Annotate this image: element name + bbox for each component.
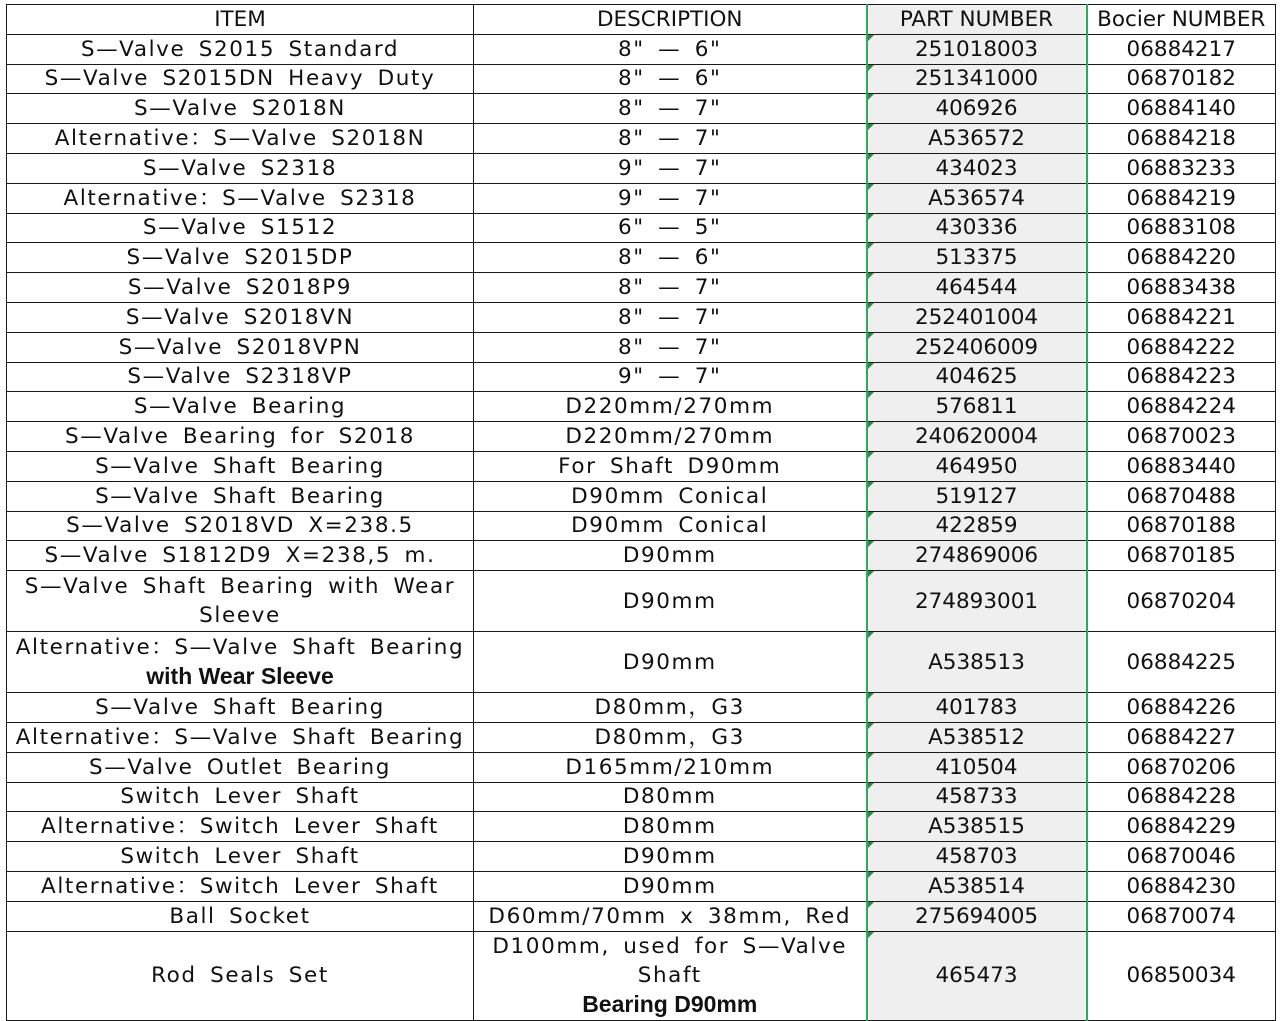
part-number-text: 275694005 — [914, 903, 1039, 929]
item-text-bold: with Wear Sleeve — [146, 662, 334, 689]
bocier-number-text: 06884229 — [1126, 814, 1236, 840]
cell-item[interactable] — [7, 693, 474, 723]
cell-item[interactable] — [7, 302, 474, 332]
table-row — [7, 901, 1276, 931]
bocier-number-text: 06884140 — [1126, 96, 1236, 122]
cell-bocier-number[interactable] — [1087, 362, 1276, 392]
cell-part-number[interactable] — [867, 481, 1087, 511]
description-text: D220mm/270mm — [565, 424, 775, 450]
cell-bocier-number[interactable] — [1087, 632, 1276, 693]
cell-description[interactable] — [474, 124, 867, 154]
cell-bocier-number[interactable] — [1087, 782, 1276, 812]
cell-description[interactable] — [474, 632, 867, 693]
part-number-text: 458733 — [935, 784, 1018, 810]
item-text: Alternative：S—Valve Shaft Bearing — [15, 634, 465, 660]
cell-item[interactable] — [7, 931, 474, 1020]
cell-item[interactable] — [7, 901, 474, 931]
cell-part-number[interactable] — [867, 571, 1087, 632]
cell-bocier-number[interactable] — [1087, 752, 1276, 782]
cell-description[interactable] — [474, 722, 867, 752]
part-number-text: A536572 — [928, 126, 1025, 152]
cell-description[interactable] — [474, 451, 867, 481]
part-number-text: 434023 — [935, 155, 1018, 181]
description-text: D90mm — [622, 588, 717, 614]
table-row — [7, 362, 1276, 392]
cell-part-number[interactable] — [867, 94, 1087, 124]
item-text: S—Valve Shaft Bearing — [95, 453, 385, 479]
item-text: S—Valve S2018P9 — [127, 275, 353, 301]
bocier-number-text: 06870074 — [1126, 903, 1236, 929]
cell-part-number[interactable] — [867, 752, 1087, 782]
description-text: D90mm Conical — [571, 513, 769, 539]
description-text: 8" — 7" — [617, 275, 722, 301]
cell-part-number[interactable] — [867, 632, 1087, 693]
cell-item[interactable] — [7, 481, 474, 511]
cell-bocier-number[interactable] — [1087, 273, 1276, 303]
cell-part-number[interactable] — [867, 362, 1087, 392]
item-text: S—Valve S2018VD X=238.5 — [66, 513, 414, 539]
cell-bocier-number[interactable] — [1087, 34, 1276, 64]
cell-description[interactable] — [474, 752, 867, 782]
part-number-text: 430336 — [935, 215, 1018, 241]
cell-bocier-number[interactable] — [1087, 541, 1276, 571]
cell-description[interactable] — [474, 302, 867, 332]
bocier-number-text: 06883438 — [1126, 275, 1236, 301]
cell-item[interactable] — [7, 183, 474, 213]
item-text: S—Valve S2318VP — [127, 364, 353, 390]
cell-item[interactable] — [7, 722, 474, 752]
cell-item[interactable] — [7, 124, 474, 154]
cell-part-number[interactable] — [867, 273, 1087, 303]
cell-part-number[interactable] — [867, 422, 1087, 452]
cell-part-number[interactable] — [867, 64, 1087, 94]
cell-description[interactable] — [474, 392, 867, 422]
cell-bocier-number[interactable] — [1087, 94, 1276, 124]
header-description[interactable]: DESCRIPTION — [474, 5, 867, 35]
part-number-text: 252401004 — [914, 304, 1039, 330]
description-text: 9" — 7" — [617, 185, 722, 211]
description-text: 8" — 7" — [617, 304, 722, 330]
header-item[interactable]: ITEM — [7, 5, 474, 35]
cell-item[interactable] — [7, 34, 474, 64]
part-number-text: 240620004 — [914, 424, 1039, 450]
cell-item[interactable] — [7, 94, 474, 124]
cell-part-number[interactable] — [867, 901, 1087, 931]
bocier-number-text: 06870188 — [1126, 513, 1236, 539]
table-row — [7, 541, 1276, 571]
header-bocier-number[interactable]: Bocier NUMBER — [1087, 5, 1276, 35]
item-text: S—Valve Bearing — [133, 394, 347, 420]
part-number-text: 464544 — [935, 275, 1018, 301]
cell-bocier-number[interactable] — [1087, 842, 1276, 872]
bocier-number-text: 06884223 — [1126, 364, 1236, 390]
cell-part-number[interactable] — [867, 332, 1087, 362]
cell-item[interactable] — [7, 243, 474, 273]
bocier-number-text: 06884224 — [1126, 394, 1236, 420]
part-number-text: 251018003 — [914, 36, 1039, 62]
part-number-text: 404625 — [935, 364, 1018, 390]
cell-description[interactable] — [474, 571, 867, 632]
cell-item[interactable] — [7, 422, 474, 452]
part-number-text: 458703 — [935, 844, 1018, 870]
cell-bocier-number[interactable] — [1087, 901, 1276, 931]
cell-description[interactable] — [474, 782, 867, 812]
cell-bocier-number[interactable] — [1087, 422, 1276, 452]
cell-bocier-number[interactable] — [1087, 812, 1276, 842]
cell-description[interactable] — [474, 541, 867, 571]
bocier-number-text: 06870206 — [1126, 754, 1236, 780]
cell-part-number[interactable] — [867, 511, 1087, 541]
cell-part-number[interactable] — [867, 124, 1087, 154]
cell-bocier-number[interactable] — [1087, 693, 1276, 723]
table-row — [7, 693, 1276, 723]
description-text: 8" — 7" — [617, 334, 722, 360]
description-text: 8" — 7" — [617, 96, 722, 122]
cell-description[interactable] — [474, 481, 867, 511]
cell-item[interactable] — [7, 812, 474, 842]
cell-description[interactable] — [474, 213, 867, 243]
cell-part-number[interactable] — [867, 693, 1087, 723]
item-text: S—Valve S2015 Standard — [80, 36, 400, 62]
bocier-number-text: 06884218 — [1126, 126, 1236, 152]
cell-part-number[interactable] — [867, 153, 1087, 183]
description-text: 8" — 6" — [617, 245, 722, 271]
part-number-text: A536574 — [928, 185, 1025, 211]
description-text: 8" — 7" — [617, 126, 722, 152]
header-row — [7, 5, 1276, 35]
part-number-text: 513375 — [935, 245, 1018, 271]
table-row — [7, 571, 1276, 632]
cell-description[interactable] — [474, 64, 867, 94]
part-number-text: 464950 — [935, 453, 1018, 479]
cell-description[interactable] — [474, 273, 867, 303]
cell-description[interactable] — [474, 693, 867, 723]
cell-part-number[interactable] — [867, 243, 1087, 273]
description-text: D90mm — [622, 873, 717, 899]
bocier-number-text: 06870204 — [1126, 588, 1236, 614]
cell-bocier-number[interactable] — [1087, 722, 1276, 752]
cell-item[interactable] — [7, 332, 474, 362]
bocier-number-text: 06884217 — [1126, 36, 1236, 62]
item-text: Alternative：Switch Lever Shaft — [41, 873, 439, 899]
table-row — [7, 752, 1276, 782]
cell-bocier-number[interactable] — [1087, 124, 1276, 154]
part-number-text: A538514 — [928, 873, 1025, 899]
cell-bocier-number[interactable] — [1087, 183, 1276, 213]
table-row — [7, 332, 1276, 362]
item-text: Switch Lever Shaft — [120, 844, 360, 870]
cell-description[interactable] — [474, 842, 867, 872]
description-text: D100mm, used for S—Valve Shaft — [492, 933, 848, 988]
table-row — [7, 871, 1276, 901]
part-number-text: A538512 — [928, 724, 1025, 750]
table-row — [7, 183, 1276, 213]
description-text: D80mm — [622, 814, 717, 840]
item-text: Alternative：S—Valve S2018N — [54, 126, 426, 152]
cell-description[interactable] — [474, 931, 867, 1020]
item-text: S—Valve S1812D9 X=238,5 m. — [44, 543, 436, 569]
bocier-number-text: 06883233 — [1126, 155, 1236, 181]
cell-part-number[interactable] — [867, 842, 1087, 872]
cell-bocier-number[interactable] — [1087, 64, 1276, 94]
cell-item[interactable] — [7, 842, 474, 872]
bocier-number-text: 06884230 — [1126, 873, 1236, 899]
parts-table — [6, 4, 1276, 1021]
cell-part-number[interactable] — [867, 812, 1087, 842]
bocier-number-text: 06870023 — [1126, 424, 1236, 450]
table-row — [7, 153, 1276, 183]
bocier-number-text: 06870185 — [1126, 543, 1236, 569]
cell-item[interactable] — [7, 153, 474, 183]
description-text: D90mm — [622, 543, 717, 569]
table-row — [7, 243, 1276, 273]
cell-bocier-number[interactable] — [1087, 511, 1276, 541]
part-number-text: 406926 — [935, 96, 1018, 122]
bocier-number-text: 06884222 — [1126, 334, 1236, 360]
item-text: S—Valve Shaft Bearing — [95, 695, 385, 721]
description-text: D90mm Conical — [571, 483, 769, 509]
bocier-number-text: 06884221 — [1126, 304, 1236, 330]
item-text: S—Valve Shaft Bearing — [95, 483, 385, 509]
table-row — [7, 302, 1276, 332]
table-row — [7, 481, 1276, 511]
item-text: S—Valve S2018N — [134, 96, 346, 122]
description-text: D60mm/70mm x 38mm, Red — [488, 903, 852, 929]
cell-description[interactable] — [474, 871, 867, 901]
part-number-text: 252406009 — [914, 334, 1039, 360]
part-number-text: A538513 — [928, 649, 1025, 675]
description-text: 9" — 7" — [617, 155, 722, 181]
description-text: For Shaft D90mm — [558, 453, 782, 479]
table-row — [7, 931, 1276, 1020]
cell-item[interactable] — [7, 571, 474, 632]
cell-bocier-number[interactable] — [1087, 571, 1276, 632]
cell-part-number[interactable] — [867, 34, 1087, 64]
part-number-text: 410504 — [935, 754, 1018, 780]
cell-bocier-number[interactable] — [1087, 481, 1276, 511]
cell-bocier-number[interactable] — [1087, 451, 1276, 481]
cell-bocier-number[interactable] — [1087, 332, 1276, 362]
cell-item[interactable] — [7, 213, 474, 243]
cell-bocier-number[interactable] — [1087, 871, 1276, 901]
cell-bocier-number[interactable] — [1087, 213, 1276, 243]
table-body — [7, 34, 1276, 1020]
cell-description[interactable] — [474, 153, 867, 183]
cell-bocier-number[interactable] — [1087, 302, 1276, 332]
cell-bocier-number[interactable] — [1087, 392, 1276, 422]
cell-part-number[interactable] — [867, 782, 1087, 812]
header-part-number[interactable]: PART NUMBER — [867, 5, 1087, 35]
cell-part-number[interactable] — [867, 302, 1087, 332]
bocier-number-text: 06884226 — [1126, 695, 1236, 721]
cell-item[interactable] — [7, 273, 474, 303]
cell-item[interactable] — [7, 64, 474, 94]
cell-description[interactable] — [474, 422, 867, 452]
description-text: D220mm/270mm — [565, 394, 775, 420]
bocier-number-text: 06883440 — [1126, 453, 1236, 479]
description-text: D90mm — [622, 844, 717, 870]
cell-item[interactable] — [7, 871, 474, 901]
item-text: S—Valve Bearing for S2018 — [65, 424, 415, 450]
cell-part-number[interactable] — [867, 931, 1087, 1020]
bocier-number-text: 06884220 — [1126, 245, 1236, 271]
cell-description[interactable] — [474, 183, 867, 213]
description-text: D80mm — [622, 784, 717, 810]
cell-part-number[interactable] — [867, 392, 1087, 422]
description-text: D80mm，G3 — [594, 695, 745, 721]
item-text: S—Valve S2018VPN — [118, 334, 362, 360]
item-text: S—Valve S2318 — [142, 155, 338, 181]
item-text: S—Valve S1512 — [142, 215, 338, 241]
item-text: S—Valve Shaft Bearing with Wear Sleeve — [24, 574, 456, 629]
bocier-number-text: 06870182 — [1126, 66, 1236, 92]
item-text: Ball Socket — [169, 903, 311, 929]
bocier-number-text: 06870046 — [1126, 844, 1236, 870]
cell-part-number[interactable] — [867, 541, 1087, 571]
description-text-bold: Bearing D90mm — [582, 990, 758, 1017]
bocier-number-text: 06884228 — [1126, 784, 1236, 810]
table-row — [7, 34, 1276, 64]
item-text: S—Valve S2018VN — [125, 304, 355, 330]
cell-item[interactable] — [7, 511, 474, 541]
table-row — [7, 842, 1276, 872]
description-text: 6" — 5" — [617, 215, 722, 241]
item-text: Alternative：S—Valve S2318 — [63, 185, 417, 211]
cell-item[interactable] — [7, 632, 474, 693]
part-number-text: 465473 — [935, 963, 1018, 989]
table-row — [7, 124, 1276, 154]
cell-item[interactable] — [7, 451, 474, 481]
part-number-text: 519127 — [935, 483, 1018, 509]
cell-bocier-number[interactable] — [1087, 243, 1276, 273]
bocier-number-text: 06884227 — [1126, 724, 1236, 750]
table-row — [7, 64, 1276, 94]
description-text: 8" — 6" — [617, 66, 722, 92]
part-number-text: 422859 — [935, 513, 1018, 539]
description-text: 8" — 6" — [617, 36, 722, 62]
table-row — [7, 782, 1276, 812]
bocier-number-text: 06870488 — [1126, 483, 1236, 509]
item-text: Rod Seals Set — [151, 963, 329, 989]
part-number-text: A538515 — [928, 814, 1025, 840]
part-number-text: 274893001 — [914, 588, 1039, 614]
cell-description[interactable] — [474, 332, 867, 362]
cell-part-number[interactable] — [867, 451, 1087, 481]
table-row — [7, 213, 1276, 243]
cell-description[interactable] — [474, 94, 867, 124]
part-number-text: 274869006 — [914, 543, 1039, 569]
table-row — [7, 722, 1276, 752]
bocier-number-text: 06883108 — [1126, 215, 1236, 241]
description-text: D165mm/210mm — [565, 754, 775, 780]
bocier-number-text: 06884219 — [1126, 185, 1236, 211]
part-number-text: 401783 — [935, 695, 1018, 721]
item-text: Alternative：S—Valve Shaft Bearing — [15, 724, 465, 750]
cell-part-number[interactable] — [867, 183, 1087, 213]
cell-description[interactable] — [474, 362, 867, 392]
cell-bocier-number[interactable] — [1087, 153, 1276, 183]
description-text: D90mm — [622, 649, 717, 675]
cell-description[interactable] — [474, 511, 867, 541]
table-row — [7, 422, 1276, 452]
part-number-text: 576811 — [935, 394, 1018, 420]
part-number-text: 251341000 — [914, 66, 1039, 92]
cell-description[interactable] — [474, 901, 867, 931]
cell-description[interactable] — [474, 243, 867, 273]
table-row — [7, 632, 1276, 693]
item-text: S—Valve Outlet Bearing — [88, 754, 391, 780]
description-text: 9" — 7" — [617, 364, 722, 390]
cell-item[interactable] — [7, 752, 474, 782]
table-row — [7, 812, 1276, 842]
cell-part-number[interactable] — [867, 871, 1087, 901]
description-text: D80mm，G3 — [594, 724, 745, 750]
cell-item[interactable] — [7, 782, 474, 812]
table-row — [7, 94, 1276, 124]
cell-bocier-number[interactable] — [1087, 931, 1276, 1020]
item-text: Switch Lever Shaft — [120, 784, 360, 810]
table-row — [7, 392, 1276, 422]
bocier-number-text: 06850034 — [1126, 963, 1236, 989]
cell-item[interactable] — [7, 362, 474, 392]
cell-description[interactable] — [474, 34, 867, 64]
item-text: Alternative：Switch Lever Shaft — [41, 814, 439, 840]
cell-item[interactable] — [7, 392, 474, 422]
table-row — [7, 511, 1276, 541]
item-text: S—Valve S2015DN Heavy Duty — [44, 66, 436, 92]
table-row — [7, 451, 1276, 481]
cell-item[interactable] — [7, 541, 474, 571]
table-row — [7, 273, 1276, 303]
bocier-number-text: 06884225 — [1126, 649, 1236, 675]
item-text: S—Valve S2015DP — [126, 245, 354, 271]
cell-part-number[interactable] — [867, 213, 1087, 243]
cell-description[interactable] — [474, 812, 867, 842]
cell-part-number[interactable] — [867, 722, 1087, 752]
